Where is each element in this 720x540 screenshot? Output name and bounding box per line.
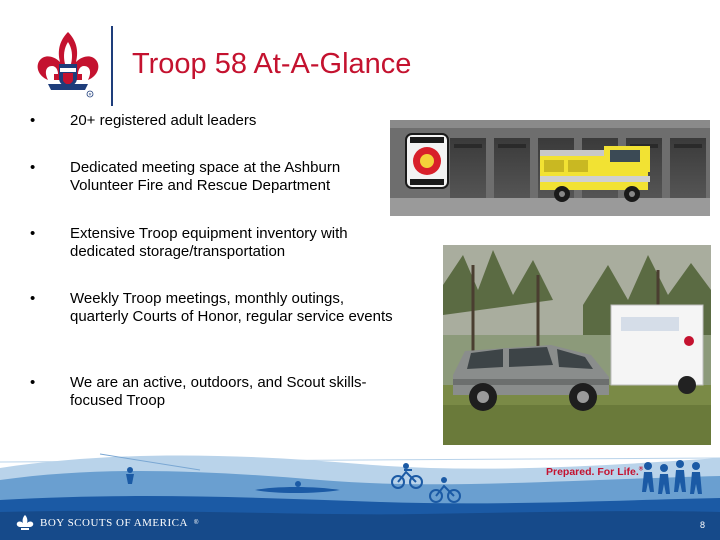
- footer-brand-text: BOY SCOUTS OF AMERICA: [40, 517, 188, 529]
- bullet-text: 20+ registered adult leaders: [70, 112, 257, 129]
- bullet-marker: •: [30, 374, 36, 391]
- bullet-text: We are an active, outdoors, and Scout skills-focused Troop: [70, 374, 367, 409]
- svg-text:R: R: [88, 91, 92, 97]
- bullet-item: [30, 374, 400, 410]
- header-divider: [111, 26, 113, 106]
- slide-title: Troop 58 At-A-Glance: [132, 48, 412, 80]
- bsa-fleur-de-lis-logo: [30, 28, 106, 104]
- page-number: 8: [700, 520, 706, 530]
- footer-registered-mark: ®: [193, 520, 199, 526]
- tagline-text: Prepared. For Life.: [546, 466, 639, 478]
- troop-trailer-photo: [443, 245, 711, 445]
- bullet-marker: •: [30, 290, 36, 307]
- bullet-item: [30, 112, 400, 130]
- bsa-small-logo-icon: [16, 514, 34, 532]
- bullet-marker: •: [30, 159, 36, 176]
- bullet-item: [30, 290, 400, 326]
- bullet-text: Dedicated meeting space at the Ashburn Volunteer Fire and Rescue Department: [70, 159, 341, 194]
- bullet-text: Weekly Troop meetings, monthly outings, quarterly Courts of Honor, regular service events: [70, 290, 393, 325]
- tagline: [546, 466, 643, 478]
- bullet-item: [30, 225, 400, 261]
- bullet-marker: •: [30, 112, 36, 129]
- bullet-list: [30, 112, 400, 412]
- footer-brand: [16, 513, 198, 533]
- bullet-text: Extensive Troop equipment inventory with dedicated storage/transportation: [70, 225, 348, 260]
- bullet-item: [30, 159, 400, 195]
- fire-department-patch: [406, 134, 448, 188]
- registered-mark: ®: [638, 466, 644, 473]
- bullet-marker: •: [30, 225, 36, 242]
- fire-station-photo: [390, 120, 710, 216]
